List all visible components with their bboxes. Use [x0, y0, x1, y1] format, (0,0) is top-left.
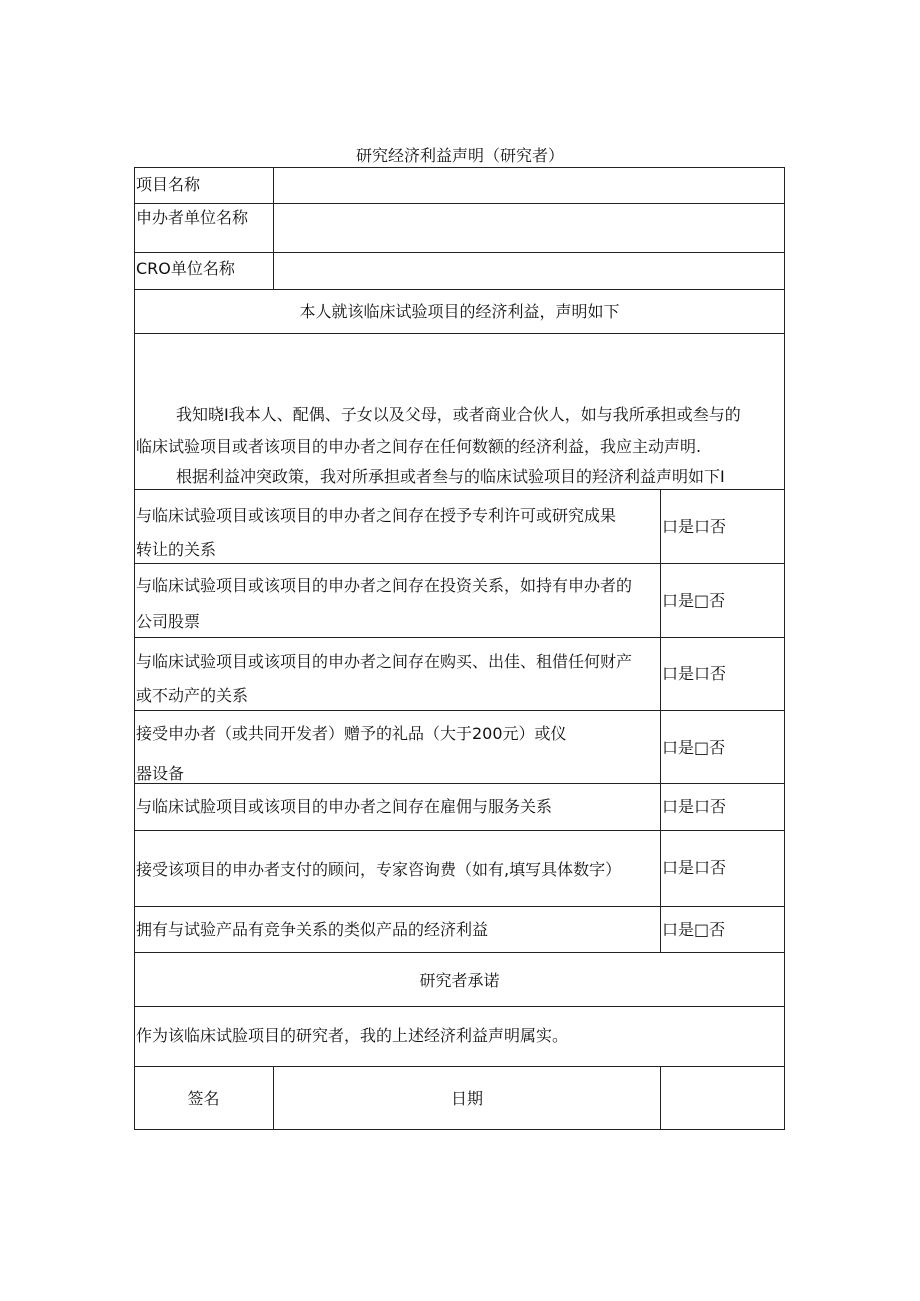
item-1-yes-no-checkbox[interactable]: 口是口否	[662, 517, 727, 536]
item-7-yes-no-checkbox[interactable]: 口是□否	[662, 920, 726, 939]
item-4-yes-no-checkbox[interactable]: 口是□否	[662, 738, 726, 757]
row-divider	[134, 783, 785, 784]
col-divider	[660, 489, 661, 952]
item-2-line-1: 与临床试验项目或该项目的申办者之间存在投资关系，如持有申办者的	[136, 576, 633, 595]
item-6-yes-no-checkbox[interactable]: 口是口否	[662, 858, 727, 877]
item-3-line-1: 与临床试验项目或该项目的申办者之间存在购买、出佳、租借任何财产	[136, 652, 633, 671]
intro-line-2: 临床试验项目或者该项目的申办者之间存在任何数额的经济利益，我应主动声明.	[136, 437, 702, 456]
row-divider	[134, 710, 785, 711]
item-4-line-2: 器设备	[136, 764, 185, 783]
sponsor-field[interactable]	[274, 204, 784, 252]
row-divider	[134, 637, 785, 638]
cro-field[interactable]	[274, 253, 784, 289]
item-7-line-1: 拥有与试验产品有竞争关系的类似产品的经济利益	[136, 920, 489, 939]
row-divider	[134, 1006, 785, 1007]
intro-line-1: 我知晓I我本人、配偶、子女以及父母，或者商业合伙人，如与我所承担或叁与的	[176, 405, 741, 424]
date-field[interactable]	[661, 1067, 784, 1129]
item-2-yes-no-checkbox[interactable]: 口是□否	[662, 591, 726, 610]
intro-line-3: 根据利益冲突政策，我对所承担或者叁与的临床试验项目的羟济利益声明如下I	[176, 467, 725, 486]
item-6-line-1: 接受该项目的申办者支付的顾问，专家咨询费（如有,填写具体数字）	[136, 860, 622, 879]
signature-label: 签名	[187, 1089, 220, 1108]
item-2-line-2: 公司股票	[136, 612, 201, 631]
item-5-line-1: 与临床试脸项目或该项目的申办者之间存在雇佣与服务关系	[136, 797, 553, 816]
item-3-line-2: 或不动产的关系	[136, 686, 249, 705]
date-label: 日期	[450, 1089, 483, 1108]
row-divider	[134, 830, 785, 831]
sponsor-label: 申办者单位名称	[136, 208, 249, 227]
row-divider	[134, 563, 785, 564]
row-divider	[134, 489, 785, 490]
item-1-line-1: 与临床试验项目或该项目的申办者之间存在授予专利许可或研究成果	[136, 506, 617, 525]
cro-label: CRO单位名称	[136, 259, 235, 278]
document-title: 研究经济利益声明（研究者）	[355, 146, 564, 165]
commitment-text: 作为该临床试脸项目的研究者，我的上述经济利益声明属实。	[136, 1026, 569, 1045]
row-divider	[134, 333, 785, 334]
declaration-header: 本人就该临床试验项目的经济利益，声明如下	[299, 302, 620, 321]
row-divider	[134, 906, 785, 907]
item-3-yes-no-checkbox[interactable]: 口是口否	[662, 664, 727, 683]
project-name-label: 项目名称	[136, 175, 201, 194]
item-5-yes-no-checkbox[interactable]: 口是口否	[662, 797, 727, 816]
item-1-line-2: 转让的关系	[136, 540, 217, 559]
item-4-line-1: 接受申办者（或共同开发者）赠予的礼品（大于200元）或仪	[136, 724, 567, 743]
project-name-field[interactable]	[274, 168, 784, 203]
commitment-header: 研究者承诺	[419, 971, 500, 990]
row-divider	[134, 289, 785, 290]
row-divider	[134, 952, 785, 953]
